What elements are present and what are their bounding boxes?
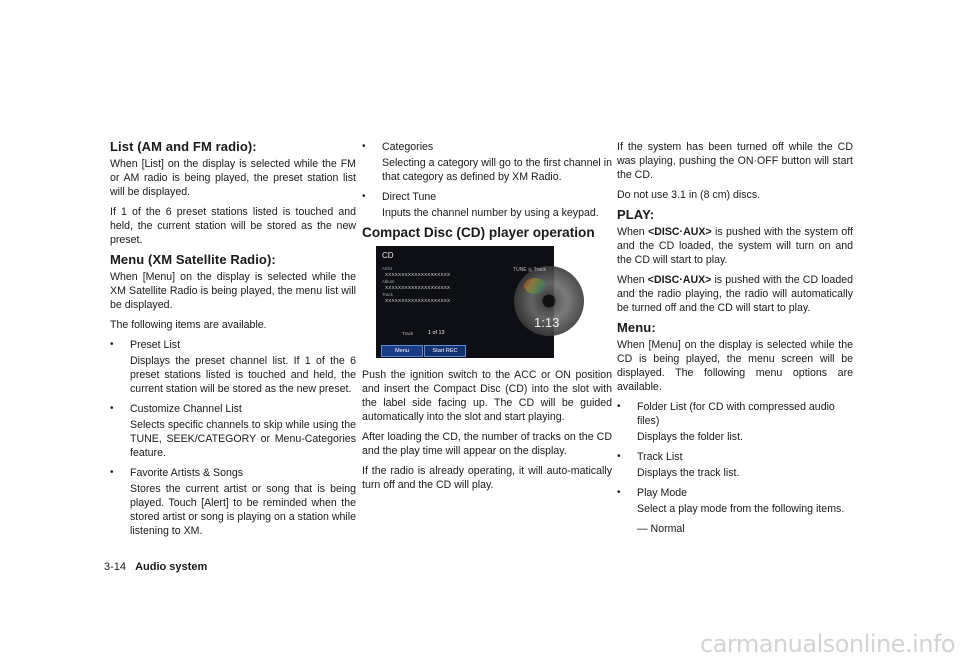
text: is pushed with the system off and the CD loaded, the system will turn on and the CD will start to play. [617, 226, 853, 266]
dash-item: — Normal [637, 523, 685, 535]
paragraph: If the system has been turned off while the CD was playing, pushing the ON·OFF button will start the CD. [617, 141, 853, 181]
bullet-description: Stores the current artist or song that is being played. Touch [Alert] to be reminded when the stored artist or song is playing on a station while listening to XM. [130, 483, 356, 537]
paragraph: The following items are available. [110, 319, 267, 331]
paragraph [617, 225, 853, 267]
track-label: Track [382, 292, 393, 297]
track-row-label: Track [402, 331, 414, 336]
artist-value: XXXXXXXXXXXXXXXXXXXX [385, 272, 451, 277]
menu-button: Menu [381, 345, 423, 357]
paragraph [617, 273, 853, 315]
paragraph: Do not use 3.1 in (8 cm) discs. [617, 189, 761, 201]
bullet-item: • Customize Channel List [110, 402, 356, 416]
heading-play: PLAY: [617, 207, 655, 222]
text: When [617, 226, 649, 238]
bullet-item: • Categories [362, 140, 612, 154]
play-time: 1:13 [534, 315, 560, 330]
bullet-item: • Preset List [110, 338, 356, 352]
bullet-item: • Favorite Artists & Songs [110, 466, 356, 480]
bullet-item: • Direct Tune [362, 190, 612, 204]
bullet-description: Selecting a category will go to the first channel in that category as defined by XM Radio. [382, 157, 612, 183]
heading-cd-player: Compact Disc (CD) player operation [362, 225, 595, 240]
artist-label: Artist [382, 266, 393, 271]
bullet-item: • Play Mode [617, 486, 853, 500]
heading-menu: Menu: [617, 320, 656, 335]
text: is pushed with the CD loaded and the radio playing, the radio will automatically be turned off and the CD will start to play. [617, 274, 854, 314]
page-number: 3-14 [104, 561, 127, 573]
track-value: XXXXXXXXXXXXXXXXXXXX [385, 298, 451, 303]
column-middle [362, 140, 612, 498]
paragraph: If 1 of the 6 preset stations listed is touched and held, the current station will be stored as the new preset. [110, 206, 356, 246]
page-footer [104, 561, 207, 573]
cd-screen-image [376, 246, 560, 358]
bullet-description: Selects specific channels to skip while using the TUNE, SEEK/CATEGORY or Menu-Categories feature. [130, 419, 356, 459]
paragraph: After loading the CD, the number of tracks on the CD and the play time will appear on the display. [362, 431, 612, 457]
text: When [617, 274, 648, 286]
section-title: Audio system [135, 561, 208, 573]
tune-track-label: TUNE ◎ Track [513, 267, 546, 273]
track-count: 1 of 13 [428, 330, 445, 336]
bullet-description: Displays the track list. [637, 467, 740, 479]
disc-aux-tag: <DISC·AUX> [648, 226, 712, 238]
start-rec-button: Start REC [424, 345, 466, 357]
heading-menu-xm: Menu (XM Satellite Radio): [110, 252, 276, 267]
bullet-description: Inputs the channel number by using a keypad. [382, 207, 599, 219]
album-label: Album [382, 279, 395, 284]
column-left [110, 140, 356, 544]
paragraph: When [Menu] on the display is selected while the CD is being played, the menu screen will be displayed. The following menu options are available. [617, 339, 853, 393]
paragraph: When [Menu] on the display is selected while the XM Satellite Radio is being played, the menu list will be displayed. [110, 271, 356, 311]
disc-aux-tag: <DISC·AUX> [647, 274, 712, 286]
bullet-description: Displays the folder list. [637, 431, 743, 443]
heading-list: List (AM and FM radio): [110, 139, 257, 154]
bullet-item: • Track List [617, 450, 853, 464]
bullet-item: • Folder List (for CD with compressed audio files) [617, 400, 853, 428]
bullet-description: Displays the preset channel list. If 1 of the 6 preset stations listed is touched and held, the current station will be stored as the new preset. [130, 355, 356, 395]
bullet-description: Select a play mode from the following items. [637, 503, 845, 515]
album-value: XXXXXXXXXXXXXXXXXXXX [385, 285, 451, 290]
watermark: carmanualsonline.info [700, 630, 956, 658]
paragraph: Push the ignition switch to the ACC or ON position and insert the Compact Disc (CD) into the slot with the label side facing up. The CD will be guided automatically into the slot and start playing. [362, 369, 612, 423]
screen-title: CD [382, 251, 394, 260]
paragraph: When [List] on the display is selected while the FM or AM radio is being played, the preset station list will be displayed. [110, 158, 356, 198]
paragraph: If the radio is already operating, it will auto-matically turn off and the CD will play. [362, 465, 612, 491]
column-right [617, 140, 853, 542]
